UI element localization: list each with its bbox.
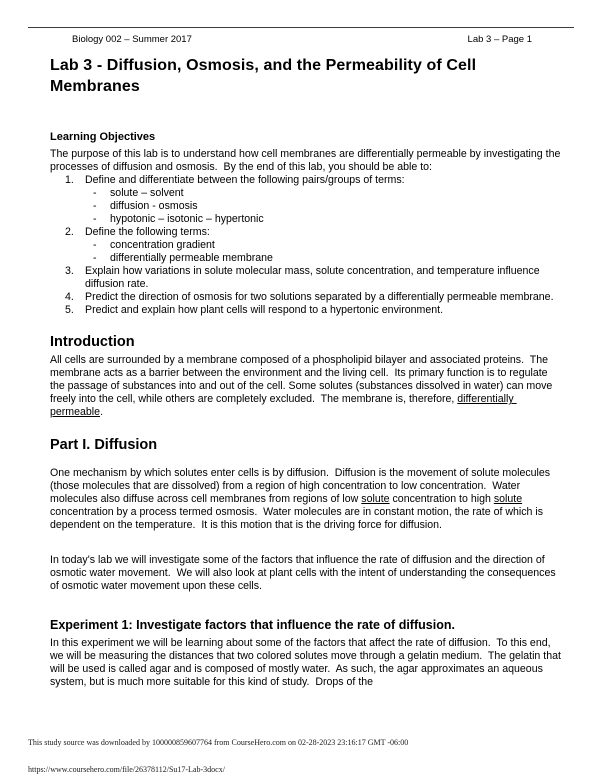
page-header [72, 34, 532, 46]
experiment1-paragraph: In this experiment we will be learning about some of the factors that affect the rate of diffusion. To this end, we will be measuring the distances that two colored solutes move through a gelatin medium. The gelatin that will be used is called agar and is composed of mostly water. As such, the agar approximates an aqueous system, but is much more suitable for this kind of study. Drops of the [50, 637, 564, 688]
dash-bullet: - [93, 213, 97, 225]
list-item [50, 226, 562, 239]
dash-bullet: - [93, 252, 97, 264]
list-subitem-text: diffusion - osmosis [110, 200, 198, 212]
introduction-heading: Introduction [50, 334, 135, 350]
list-subitem [50, 200, 562, 213]
coursehero-url: https://www.coursehero.com/file/26378112/Su17-Lab-3docx/ [28, 765, 225, 774]
intro-text-end: . [100, 406, 104, 418]
list-number: 1. [65, 174, 74, 186]
introduction-paragraph [50, 354, 562, 419]
list-item [50, 291, 562, 304]
intro-text: All cells are surrounded by a membrane composed of a phospholipid bilayer and associated proteins. The membrane acts as a barrier between the environment and the living cell. Its primary function is to regulate the passage of substances into and out of the cell. Some solutes (substances dissolved in water) can move freely into the cell, while others are completely excluded. The membrane is, therefore, [50, 354, 556, 405]
list-item-text: Define and differentiate between the following pairs/groups of terms: [85, 174, 405, 186]
list-item-text: Explain how variations in solute molecular mass, solute concentration, and temperature influence diffusion rate. [85, 265, 540, 290]
diffusion-paragraph [50, 467, 562, 532]
underlined-term: solute [493, 493, 523, 505]
diffusion-text: concentration by a process termed osmosis. Water molecules are in constant motion, the rate of which is dependent on the temperature. It is this motion that is the driving force for diffusion. [50, 493, 546, 531]
list-subitem-text: differentially permeable membrane [110, 252, 273, 264]
objectives-list [50, 174, 562, 317]
coursehero-download-notice: This study source was downloaded by 100000859607764 from CourseHero.com on 02-28-2023 23:16:17 GMT -06:00 [28, 738, 409, 747]
dash-bullet: - [93, 239, 97, 251]
list-item [50, 304, 562, 317]
header-page-number: Lab 3 – Page 1 [467, 34, 532, 45]
list-subitem [50, 213, 562, 226]
document-body [50, 55, 562, 689]
list-subitem [50, 239, 562, 252]
dash-bullet: - [93, 200, 97, 212]
list-subitem-text: solute – solvent [110, 187, 184, 199]
list-number: 2. [65, 226, 74, 238]
todays-lab-paragraph: In today's lab we will investigate some of the factors that influence the rate of diffusion and the direction of osmotic water movement. We will also look at plant cells with the intent of understanding the consequences of osmotic water movement upon these cells. [50, 554, 559, 592]
header-rule [28, 27, 574, 28]
list-item-text: Predict the direction of osmosis for two solutions separated by a differentially permeable membrane. [85, 291, 554, 303]
diffusion-text: concentration to high [389, 493, 494, 505]
list-number: 3. [65, 265, 74, 277]
list-item-text: Predict and explain how plant cells will respond to a hypertonic environment. [85, 304, 444, 316]
document-title: Lab 3 - Diffusion, Osmosis, and the Permeability of Cell Membranes [50, 57, 477, 95]
learning-objectives-intro: The purpose of this lab is to understand how cell membranes are differentially permeable by investigating the processes of diffusion and osmosis. By the end of this lab, you should be able to: [50, 148, 564, 173]
list-number: 5. [65, 304, 74, 316]
list-number: 4. [65, 291, 74, 303]
list-subitem-text: concentration gradient [110, 239, 215, 251]
list-subitem [50, 252, 562, 265]
list-subitem [50, 187, 562, 200]
diffusion-text: One mechanism by which solutes enter cells is by diffusion. Diffusion is the movement of solute molecules (those molecules that are dissolved) from a region of high concentration to low concentration. Water molecules also diffuse across cell membranes from regions of low [50, 467, 554, 505]
underlined-term: differentially permeable [50, 393, 517, 418]
part1-heading: Part I. Diffusion [50, 437, 158, 453]
list-subitem-text: hypotonic – isotonic – hypertonic [110, 213, 264, 225]
list-item [50, 174, 562, 187]
list-item-text: Define the following terms: [85, 226, 210, 238]
list-item [50, 265, 562, 291]
underlined-term: solute [361, 493, 390, 505]
header-course: Biology 002 – Summer 2017 [72, 34, 192, 45]
experiment1-heading: Experiment 1: Investigate factors that influence the rate of diffusion. [50, 618, 455, 632]
dash-bullet: - [93, 187, 97, 199]
learning-objectives-heading: Learning Objectives [50, 131, 156, 143]
